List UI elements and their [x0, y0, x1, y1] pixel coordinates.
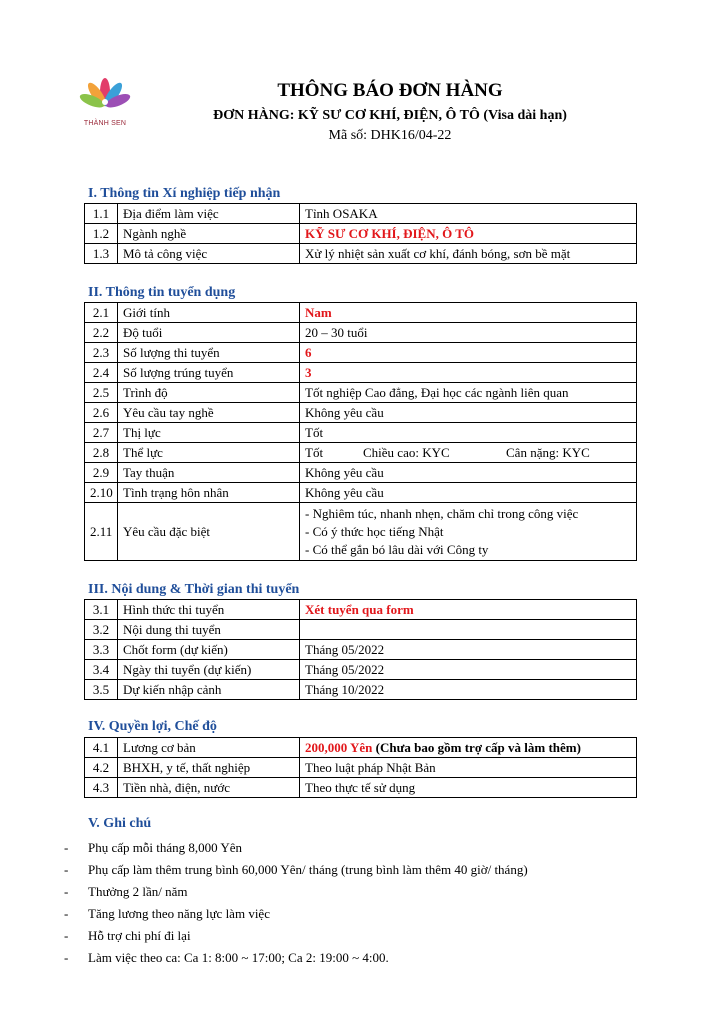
list-item — [64, 859, 664, 881]
row-label: Tay thuận — [118, 463, 300, 483]
row-value: Không yêu cầu — [300, 483, 637, 503]
row-label: Thể lực — [118, 443, 300, 463]
section-2-table — [84, 302, 637, 561]
row-value: Tháng 05/2022 — [300, 640, 637, 660]
list-item — [64, 903, 664, 925]
section-4-table — [84, 737, 637, 798]
row-value: Xét tuyển qua form — [300, 600, 637, 620]
table-row — [85, 303, 637, 323]
row-number: 2.5 — [85, 383, 118, 403]
row-value: 20 – 30 tuổi — [300, 323, 637, 343]
note-text: Tăng lương theo năng lực làm việc — [88, 906, 270, 921]
note-text: Làm việc theo ca: Ca 1: 8:00 ~ 17:00; Ca 2: 19:00 ~ 4:00. — [88, 950, 389, 965]
table-row — [85, 323, 637, 343]
table-row — [85, 224, 637, 244]
document-title: THÔNG BÁO ĐƠN HÀNG — [277, 80, 503, 101]
row-value: Theo thực tế sử dụng — [300, 778, 637, 798]
row-label: Tình trạng hôn nhân — [118, 483, 300, 503]
note-text: Thưởng 2 lần/ năm — [88, 884, 188, 899]
list-item — [64, 881, 664, 903]
row-value — [300, 503, 637, 561]
section-5-title: V. Ghi chú — [88, 816, 152, 831]
note-text: Phụ cấp mỗi tháng 8,000 Yên — [88, 840, 243, 855]
row-label: Độ tuổi — [118, 323, 300, 343]
table-row — [85, 778, 637, 798]
row-label: Số lượng thi tuyển — [118, 343, 300, 363]
notes-list — [64, 837, 664, 969]
special-requirement-line: - Có thể gắn bó lâu dài với Công ty — [305, 541, 489, 557]
row-label: Địa điểm làm việc — [118, 204, 300, 224]
list-bullet: - — [64, 862, 69, 877]
special-requirement-line: - Có ý thức học tiếng Nhật — [305, 523, 444, 539]
row-value: Tháng 05/2022 — [300, 660, 637, 680]
weight-requirement: Cân nặng: KYC — [506, 444, 590, 460]
document-code: Mã số: DHK16/04-22 — [328, 128, 452, 143]
table-row — [85, 244, 637, 264]
row-value: 6 — [300, 343, 637, 363]
table-row — [85, 503, 637, 561]
row-number: 2.3 — [85, 343, 118, 363]
row-value: Tháng 10/2022 — [300, 680, 637, 700]
row-number: 3.2 — [85, 620, 118, 640]
row-number: 2.6 — [85, 403, 118, 423]
list-bullet: - — [64, 928, 69, 943]
special-requirement-line: - Nghiêm túc, nhanh nhẹn, chăm chỉ trong công việc — [305, 505, 579, 521]
row-label: Hình thức thi tuyển — [118, 600, 300, 620]
row-label: Nội dung thi tuyển — [118, 620, 300, 640]
row-label: Yêu cầu đặc biệt — [118, 503, 300, 561]
section-1-title: I. Thông tin Xí nghiệp tiếp nhận — [88, 186, 281, 201]
list-bullet: - — [64, 884, 69, 899]
list-bullet: - — [64, 906, 69, 921]
row-value: Xử lý nhiệt sản xuất cơ khí, đánh bóng, sơn bề mặt — [300, 244, 637, 264]
row-value — [300, 443, 637, 463]
row-label: Giới tính — [118, 303, 300, 323]
row-number: 4.1 — [85, 738, 118, 758]
section-2-title: II. Thông tin tuyển dụng — [88, 285, 236, 300]
table-row — [85, 423, 637, 443]
row-number: 2.4 — [85, 363, 118, 383]
row-value: Nam — [300, 303, 637, 323]
table-row — [85, 383, 637, 403]
table-row — [85, 403, 637, 423]
row-label: Trình độ — [118, 383, 300, 403]
table-row — [85, 204, 637, 224]
row-label: Tiền nhà, điện, nước — [118, 778, 300, 798]
table-row — [85, 443, 637, 463]
row-value: Tỉnh OSAKA — [300, 204, 637, 224]
list-bullet: - — [64, 950, 69, 965]
row-number: 2.10 — [85, 483, 118, 503]
table-row — [85, 343, 637, 363]
list-item — [64, 925, 664, 947]
row-label: Ngày thi tuyển (dự kiến) — [118, 660, 300, 680]
table-row — [85, 738, 637, 758]
row-label: Yêu cầu tay nghề — [118, 403, 300, 423]
document-header — [190, 80, 590, 145]
row-number: 2.9 — [85, 463, 118, 483]
height-requirement: Chiều cao: KYC — [363, 444, 450, 460]
list-bullet: - — [64, 840, 69, 855]
row-number: 2.8 — [85, 443, 118, 463]
row-number: 1.1 — [85, 204, 118, 224]
table-row — [85, 363, 637, 383]
company-logo — [74, 72, 136, 134]
table-row — [85, 758, 637, 778]
table-row — [85, 660, 637, 680]
row-number: 3.1 — [85, 600, 118, 620]
document-subtitle: ĐƠN HÀNG: KỸ SƯ CƠ KHÍ, ĐIỆN, Ô TÔ (Visa dài hạn) — [213, 108, 567, 123]
table-row — [85, 620, 637, 640]
row-value: Tốt nghiệp Cao đẳng, Đại học các ngành liên quan — [300, 383, 637, 403]
table-row — [85, 483, 637, 503]
row-number: 2.7 — [85, 423, 118, 443]
table-row — [85, 463, 637, 483]
row-label: Số lượng trúng tuyển — [118, 363, 300, 383]
row-label: Chốt form (dự kiến) — [118, 640, 300, 660]
lotus-logo-icon — [74, 72, 136, 120]
row-value: KỸ SƯ CƠ KHÍ, ĐIỆN, Ô TÔ — [300, 224, 637, 244]
row-number: 2.2 — [85, 323, 118, 343]
row-label: Dự kiến nhập cảnh — [118, 680, 300, 700]
row-label: Mô tả công việc — [118, 244, 300, 264]
row-label: BHXH, y tế, thất nghiệp — [118, 758, 300, 778]
section-3-table — [84, 599, 637, 700]
row-label: Ngành nghề — [118, 224, 300, 244]
salary-note: (Chưa bao gồm trợ cấp và làm thêm) — [375, 739, 581, 755]
row-number: 1.3 — [85, 244, 118, 264]
row-value — [300, 738, 637, 758]
section-1-table — [84, 203, 637, 264]
logo-text: THÀNH SEN — [83, 120, 127, 127]
row-value: Theo luật pháp Nhật Bản — [300, 758, 637, 778]
table-row — [85, 640, 637, 660]
list-item — [64, 947, 664, 969]
section-3-title: III. Nội dung & Thời gian thi tuyển — [88, 582, 300, 597]
section-4-title: IV. Quyền lợi, Chế độ — [88, 719, 217, 734]
note-text: Phụ cấp làm thêm trung bình 60,000 Yên/ tháng (trung bình làm thêm 40 giờ/ tháng) — [88, 862, 528, 877]
row-number: 4.3 — [85, 778, 118, 798]
row-number: 2.1 — [85, 303, 118, 323]
row-value: Không yêu cầu — [300, 403, 637, 423]
row-number: 3.4 — [85, 660, 118, 680]
row-number: 2.11 — [85, 503, 118, 561]
row-number: 4.2 — [85, 758, 118, 778]
note-text: Hỗ trợ chi phí đi lại — [88, 928, 191, 943]
row-label: Thị lực — [118, 423, 300, 443]
table-row — [85, 600, 637, 620]
row-label: Lương cơ bản — [118, 738, 300, 758]
row-value: Tốt — [300, 423, 637, 443]
row-value: Không yêu cầu — [300, 463, 637, 483]
row-number: 3.3 — [85, 640, 118, 660]
row-value: 3 — [300, 363, 637, 383]
list-item — [64, 837, 664, 859]
fitness-value: Tốt — [305, 444, 324, 460]
table-row — [85, 680, 637, 700]
row-value — [300, 620, 637, 640]
row-number: 1.2 — [85, 224, 118, 244]
salary-value: 200,000 Yên — [305, 739, 373, 755]
row-number: 3.5 — [85, 680, 118, 700]
